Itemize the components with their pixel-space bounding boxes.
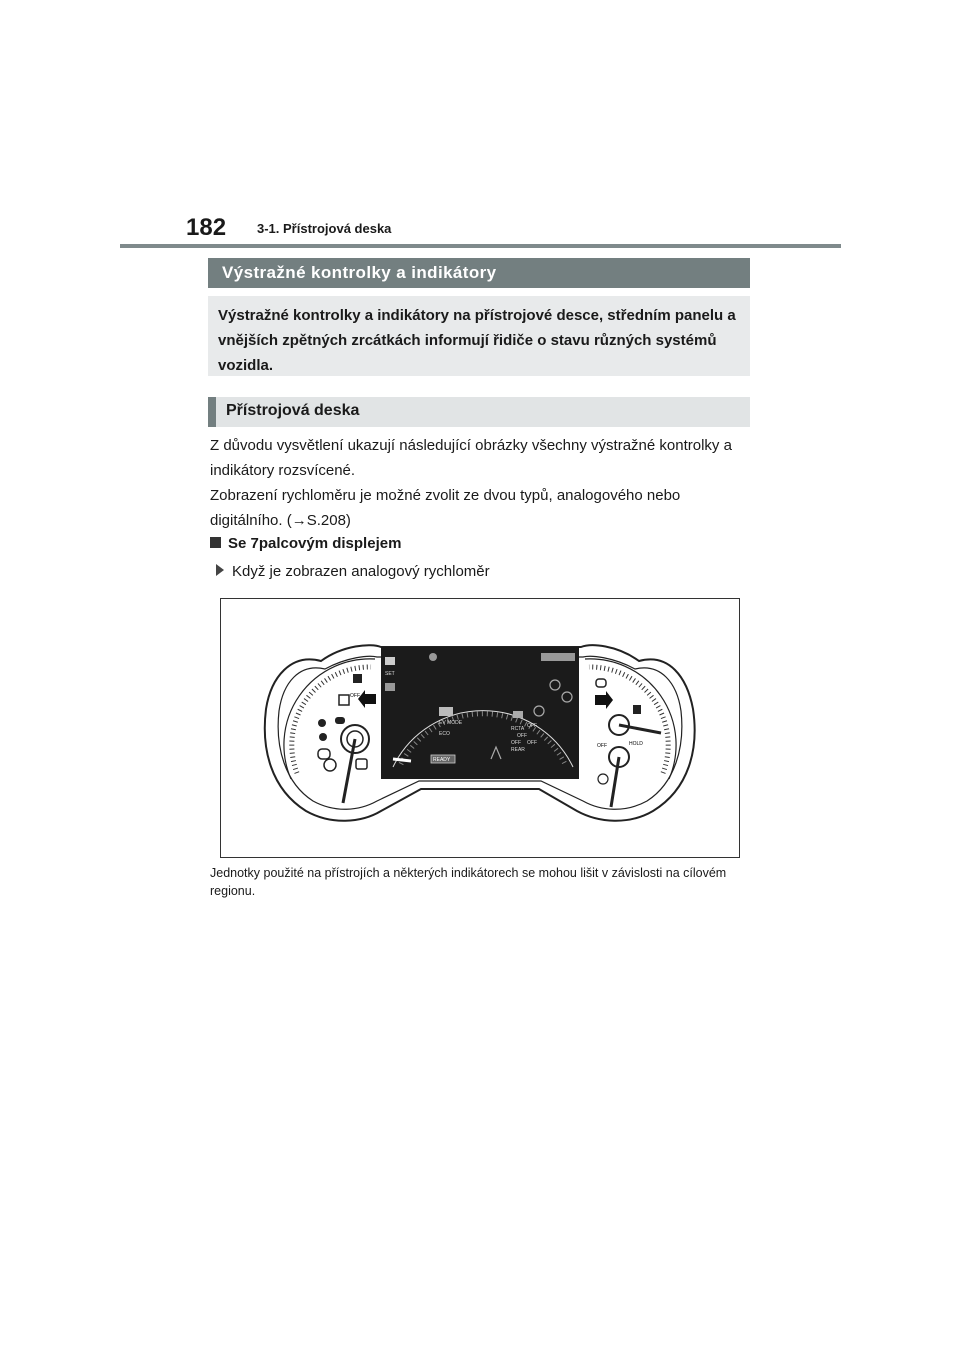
set-label: SET [385, 671, 395, 677]
right-off-label: OFF [597, 743, 607, 749]
hold-label: HOLD [629, 741, 643, 747]
header-divider [120, 244, 841, 248]
brake-warning-icon [318, 749, 330, 759]
battery-icon [513, 711, 523, 718]
off-label-1: OFF [517, 733, 527, 739]
brake-hold-icon [596, 679, 606, 687]
top-icon [429, 653, 437, 661]
center-screen [381, 647, 579, 779]
right-gauge [585, 659, 676, 807]
rcta-label: RCTA [511, 726, 525, 732]
off-label-4: OFF [527, 723, 537, 729]
instrument-cluster-illustration [221, 599, 739, 857]
parking-brake-icon [356, 759, 367, 769]
left-turn-signal-icon [358, 690, 376, 708]
rear-label: REAR [511, 747, 525, 753]
subsection-heading [208, 397, 750, 427]
person-icon [319, 733, 327, 741]
triangle-bullet-icon [216, 564, 224, 576]
engine-icon [439, 707, 453, 716]
bullet-heading [210, 535, 401, 552]
top-right-icons [541, 653, 575, 661]
center-screen-bg [381, 647, 579, 779]
off-label-2: OFF [511, 740, 521, 746]
seatbelt-icon [353, 674, 362, 683]
eco-label: ECO [439, 731, 450, 737]
square-bullet-icon [210, 537, 221, 548]
lane-icon [385, 683, 395, 691]
sub-bullet-text: Když je zobrazen analogový rychloměr [232, 563, 490, 580]
airbag-icon [318, 719, 326, 727]
figure-caption: Jednotky použité na přístrojích a některých indikátorech se mohou lišit v závislosti na cílovém regionu. [210, 866, 727, 898]
intro-text: Výstražné kontrolky a indikátory na přístrojové desce, středním panelu a vnějších zpětných zrcátkách informují řidiče o stavu různých systémů vozidla. [218, 307, 736, 374]
banner-title: Výstražné kontrolky a indikátory [222, 263, 497, 282]
ready-label: READY [433, 757, 451, 763]
paragraph-1: Z důvodu vysvětlení ukazují následující obrázky všechny výstražné kontrolky a indikátory rozsvícené. [210, 437, 732, 479]
sub-bullet [216, 563, 490, 580]
subsection-title: Přístrojová deska [226, 402, 360, 419]
speed-needle [393, 759, 411, 761]
paragraph-2: Zobrazení rychloměru je možné zvolit ze dvou typů, analogového nebo digitálního. (→S.208) [210, 487, 681, 529]
fuel-icon [339, 695, 349, 705]
headlight-icon [335, 717, 345, 724]
left-gauge [284, 659, 376, 803]
right-turn-signal-icon [595, 691, 613, 709]
page-number: 182 [186, 214, 227, 241]
cruise-icon [385, 657, 395, 665]
right-small-dial [598, 774, 608, 784]
ev-mode-label: EV MODE [439, 720, 463, 726]
abs-icon [324, 759, 336, 771]
chapter-banner [208, 258, 750, 288]
subsection-bar [208, 397, 216, 427]
fuel-pump-icon [633, 705, 641, 714]
left-off-label: OFF [350, 693, 360, 699]
section-title: 3-1. Přístrojová deska [257, 221, 392, 236]
instrument-cluster-figure [220, 598, 740, 858]
intro-box [208, 296, 750, 376]
bullet-heading-text: Se 7palcovým displejem [228, 535, 402, 552]
off-label-3: OFF [527, 740, 537, 746]
